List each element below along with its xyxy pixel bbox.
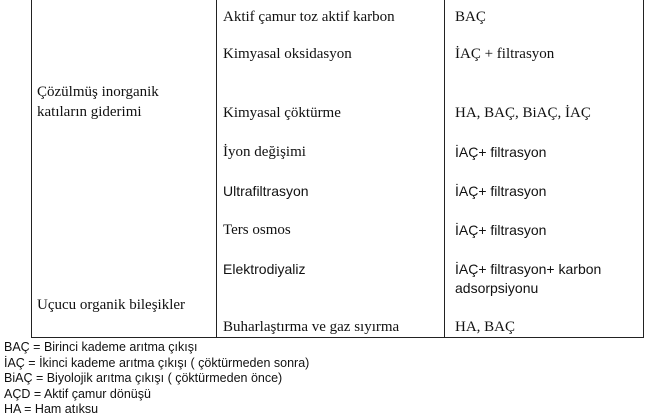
group-label-inorganic-line1: Çözülmüş inorganik (37, 84, 159, 100)
legend-item: İAÇ = İkinci kademe arıtma çıkışı ( çöktürmeden sonra) (4, 355, 310, 370)
result-cell: İAÇ+ filtrasyon (455, 183, 547, 199)
result-cell-line2: adsorpsiyonu (455, 280, 539, 296)
table-bottom-border (31, 337, 644, 338)
legend-item: BAÇ = Birinci kademe arıtma çıkışı (4, 340, 198, 354)
result-cell: İAÇ+ filtrasyon (455, 144, 547, 160)
group-label-voc: Uçucu organik bileşikler (37, 297, 186, 313)
process-cell: Ultrafiltrasyon (223, 183, 309, 199)
result-cell: HA, BAÇ (455, 319, 516, 335)
legend-item: AÇD = Aktif çamur dönüşü (4, 386, 151, 401)
legend-item: HA = Ham atıksu (4, 402, 99, 416)
process-cell: Kimyasal oksidasyon (223, 46, 352, 62)
result-cell: İAÇ+ filtrasyon (455, 222, 547, 238)
process-cell: Aktif çamur toz aktif karbon (223, 9, 395, 25)
column-divider-2 (444, 0, 445, 338)
process-cell: Buharlaştırma ve gaz sıyırma (223, 319, 400, 335)
process-cell: Kimyasal çöktürme (223, 105, 341, 121)
column-divider-1 (216, 0, 217, 338)
process-cell: Elektrodiyaliz (223, 261, 306, 277)
process-cell: Ters osmos (223, 222, 291, 238)
result-cell: BAÇ (455, 9, 486, 25)
legend-item: BiAÇ = Biyolojik arıtma çıkışı ( çöktürmeden önce) (4, 371, 283, 385)
abbreviation-legend (4, 340, 309, 418)
group-label-inorganic-line2: katıların giderimi (37, 104, 142, 120)
table-left-border (31, 0, 32, 338)
table-right-border (643, 0, 644, 338)
result-cell: HA, BAÇ, BiAÇ, İAÇ (455, 105, 591, 121)
result-cell: İAÇ+ filtrasyon+ karbon (455, 261, 602, 277)
result-cell: İAÇ + filtrasyon (455, 46, 555, 62)
process-cell: İyon değişimi (223, 144, 306, 160)
